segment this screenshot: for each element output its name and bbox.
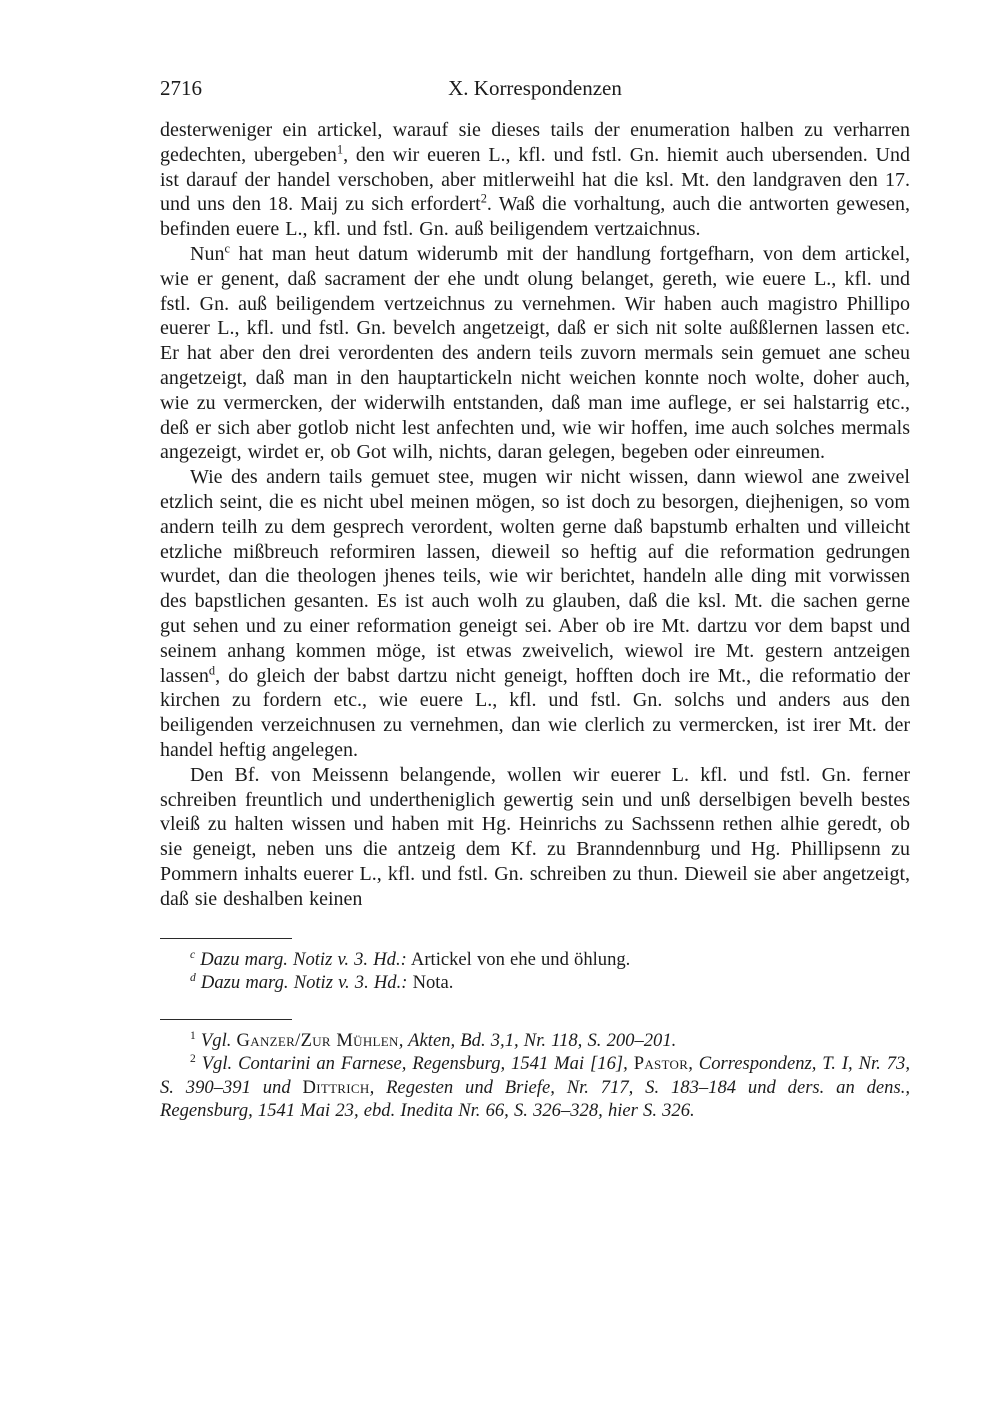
body-text [160, 118, 910, 912]
text-run: Dazu marg. Notiz v. 3. Hd.: [200, 972, 408, 994]
text-run: Vgl. [200, 1029, 237, 1051]
text-run: , Correspondenz, T. I, Nr. 73, S. 390–391 und [160, 1053, 910, 1098]
footnotes-separator-rule [160, 1019, 292, 1020]
text-run: Nota. [407, 972, 454, 994]
text-run: Dittrich [302, 1076, 370, 1098]
marginal-note [160, 971, 910, 995]
text-run: Wie des andern tails gemuet stee, mugen wir nicht wissen, dann wiewol ane zweivel etzlich seint, die es nicht ubel meinen mögen, so ist doch zu besorgen, diejhenigen, so vom andern teilh zu dem gesprech verordent, wolten gerne daß bapstumb erhalten und villeicht etzliche mißbreuch reformiren lassen, dieweil so heftig auf die reformation gedrungen wurdet, dan die theologen jhenes teils, wie wir berichtet, handeln alle ding mit vorwissen des bapstlichen gesanten. Es ist auch wolh zu glauben, daß die ksl. Mt. die sachen gerne gut sehen und zu einer reformation geneigt sei. Aber ob ire Mt. dartzu vor dem bapst und seinem anhang kommen möge, ist etwas zweivelich, wiewol ire Mt. gestern antzeigen lassen [160, 466, 910, 687]
text-run: , Akten, Bd. 3,1, Nr. 118, S. 200–201. [398, 1029, 677, 1051]
footnote [160, 1052, 910, 1123]
text-run: Nun [190, 242, 225, 265]
text-run: , den wir eueren L., kfl. und fstl. Gn. hiemit auch ubersenden. Und ist darauf der handel verschoben, aber mitlerweihl hat die ksl. Mt. den landgraven den 17. und uns den 18. Maij zu sich erfordert [160, 143, 910, 216]
text-run: Dazu marg. Notiz v. 3. Hd.: [200, 948, 407, 970]
paragraph [160, 242, 910, 465]
marginal-notes-separator-rule [160, 938, 292, 939]
footnote [160, 1029, 910, 1053]
text-run: Den Bf. von Meissenn belangende, wollen wir euerer L. kfl. und fstl. Gn. ferner schreiben freuntlich und undertheniglich gewertig sein und unß derselbigen bevelh bestes vleiß zu halten wissen und haben mit Hg. Heinrichs zu Sachssenn rethen alhie geredt, ob sie geneigt, neben uns die antzeig dem Kf. zu Branndennburg und Hg. Phillipsenn zu Pommern inhalts euerer L., kfl. und fstl. Gn. schreiben zu thun. Dieweil sie aber angetzeigt, daß sie deshalben keinen [160, 763, 910, 910]
paragraph [160, 118, 910, 242]
note-marker: 1 [190, 1029, 196, 1042]
text-run: Artickel von ehe und öhlung. [406, 948, 631, 970]
note-marker: 2 [190, 1053, 196, 1066]
text-run: hat man heut datum widerumb mit der handlung fortgefharn, von dem artickel, wie er genent, daß sacrament der ehe undt olung belanget, gereth, wie euere L., kfl. und fstl. Gn. auß beiligendem vertzeichnus zu vernehmen. Wir haben auch magistro Phillipo euerer L., kfl. und fstl. Gn. bevelch angetzeigt, daß er sich nit solte außßlernen lassen etc. Er hat aber den drei verordenten des andern teils zuvorn mermals sein gemuet ane scheu angetzeigt, daß man in den hauptartickeln nicht weichen konnte noch wolte, doher auch, wie zu vermercken, der widerwilh entstanden, daß man ime auflege, er sei halstarrig etc., deß er sich aber gotlob nicht lest anfechten und, wie wir hoffen, ime auch solches mermals angezeigt, wirdet er, ob Got wilh, nichts, daran gelegen, begeben oder einreumen. [160, 242, 910, 464]
text-run: Pastor [633, 1053, 689, 1075]
text-run: , Regesten und Briefe, Nr. 717, S. 183–184 und ders. an dens., Regensburg, 1541 Mai 23, ebd. Inedita Nr. 66, S. 326–328, hier S. 326. [160, 1076, 910, 1122]
footnote-reference-marker: 1 [336, 142, 344, 157]
footnotes [160, 1029, 910, 1123]
text-run: Ganzer/Zur Mühlen [236, 1029, 399, 1051]
text-run: desterweniger ein artickel, warauf sie dieses tails der enumeration halben zu verharren gedechten, ubergeben [160, 119, 910, 166]
paragraph [160, 465, 910, 763]
paragraph [160, 763, 910, 912]
text-run: Vgl. Contarini an Farnese, Regensburg, 1541 Mai [16], [201, 1053, 634, 1075]
marginal-notes [160, 948, 910, 995]
page-header [160, 76, 910, 106]
note-marker: c [190, 948, 196, 961]
footnote-reference-marker: 2 [480, 191, 487, 206]
text-run: , do gleich der babst dartzu nicht geneigt, hofften doch ire Mt., die reformatio der kirchen zu fordern etc., wie euere L., kfl. und fstl. Gn. solchs und anders aus den beiligenden verzeichnusen zu vernehmen, dan wie clerlich zu vermercken, ist irer Mt. der handel heftig angelegen. [160, 664, 910, 761]
note-marker: d [190, 971, 196, 984]
page-number: 2716 [160, 76, 202, 100]
text-run: . Waß die vorhaltung, auch die antworten gewesen, befinden euere L., kfl. und fstl. Gn. auß beiligendem vertzaichnus. [160, 193, 911, 241]
running-head-title: X. Korrespondenzen [448, 76, 622, 100]
footnote-reference-marker: d [208, 662, 216, 677]
marginal-note [160, 948, 910, 972]
footnote-reference-marker: c [224, 241, 230, 256]
